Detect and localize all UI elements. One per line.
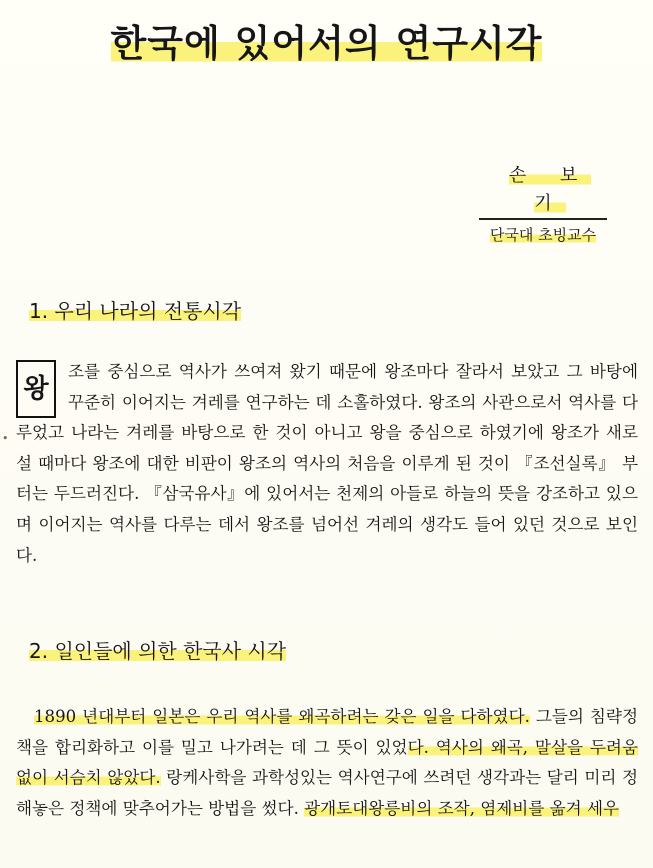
drop-cap: 왕 xyxy=(16,360,56,418)
author-affiliation xyxy=(479,220,607,250)
section-1-paragraph: 조를 중심으로 역사가 쓰여져 왔기 때문에 왕조마다 잘라서 보았고 그 바탕에 꾸준히 이어지는 겨레를 연구하는 데 소홀하였다. 왕조의 사관으로서 역사를 다루었고 나라는 겨레를 바탕으로 한 것이 아니고 왕을 중심으로 하였기에 왕조가 새로 설 때마다 왕조에 대한 비판이 왕조의 역사의 처음을 이루게 된 것이 『조선실록』 부터는 두드러진다. 『삼국유사』에 있어서는 천제의 아들로 하늘의 뜻을 강조하고 있으며 이어지는 역사를 다루는 데서 왕조를 넘어선 겨레의 생각도 들어 있던 것으로 보인다. xyxy=(16,362,638,565)
section-heading-1-text: 1. 우리 나라의 전통시각 xyxy=(29,299,242,323)
article-title-text: 한국에 있어서의 연구시각 xyxy=(110,22,543,65)
section-2-run: 광개토대왕릉비의 조작, 염제비를 옮겨 세우 xyxy=(304,798,620,818)
section-heading-2 xyxy=(29,634,286,668)
author-block xyxy=(479,162,607,250)
section-2-run: 1890 년대부터 일본은 우리 역사를 왜곡하려는 갖은 일을 다하였다. xyxy=(34,707,530,726)
margin-mark: • xyxy=(2,432,9,445)
author-name-text: 손 보 기 xyxy=(508,165,592,214)
section-2-run: 다. 역사의 왜곡, 말살을 두려움 없이 서슴치 않았다. xyxy=(16,737,638,788)
section-2-paragraph xyxy=(16,702,638,824)
section-heading-2-text: 2. 일인들에 의한 한국사 시각 xyxy=(29,639,287,663)
author-name xyxy=(479,162,607,220)
section-heading-1 xyxy=(29,294,241,328)
section-2-run: 랑케사학을 과학성있는 역사연구에 쓰려던 생각과는 달리 미리 정해놓은 정책에 맞추어가는 방법을 썼다. xyxy=(16,768,639,818)
section-2-body xyxy=(16,702,638,824)
article-title xyxy=(0,18,653,70)
section-1-body xyxy=(16,357,638,571)
author-affiliation-text: 단국대 초빙교수 xyxy=(489,226,597,244)
section-2-run: 그들의 침략정책을 합리화하고 이를 밀고 나가려는 데 그 뜻이 있었 xyxy=(16,707,638,757)
